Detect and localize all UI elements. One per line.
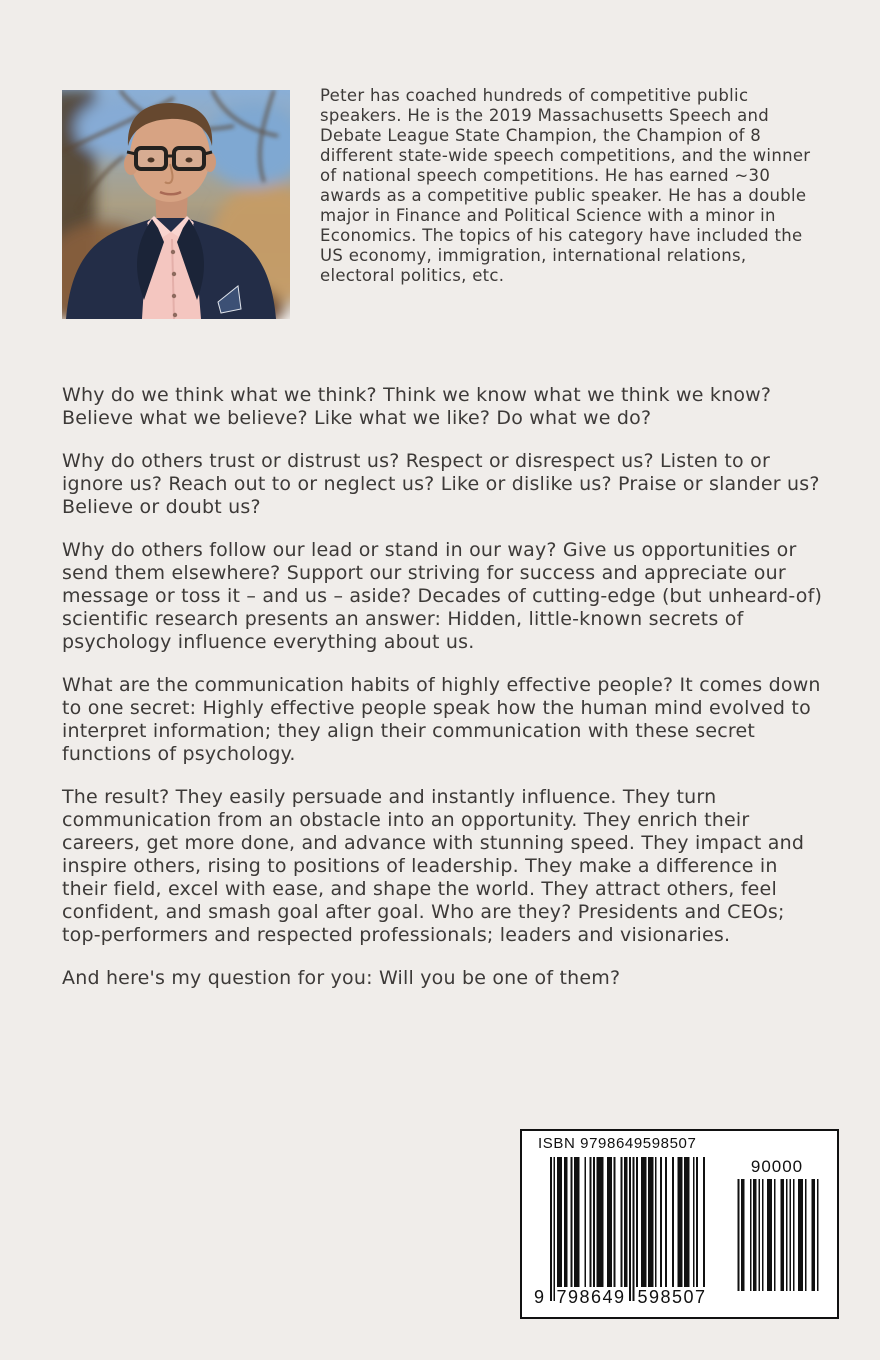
isbn-barcode-box — [520, 1129, 839, 1319]
paragraph-closing-question: And here's my question for you: Will you be one of them? — [62, 967, 621, 989]
author-portrait-illustration — [62, 90, 290, 319]
ean13-left-digits: 798649 — [556, 1287, 626, 1307]
isbn-label: ISBN 9798649598507 — [538, 1135, 697, 1152]
paragraph-communication-habits: What are the communication habits of highly effective people? It comes down to one secret: Highly effective people speak how the human mind evolved to interpret information; they align their communication with these secret functions of psychology. — [62, 674, 821, 765]
paragraph-questions-self: Why do we think what we think? Think we know what we think we know? Believe what we believe? Like what we like? Do what we do? — [62, 384, 772, 429]
paragraph-hidden-secrets: Why do others follow our lead or stand in our way? Give us opportunities or send them elsewhere? Support our striving for success and appreciate our message or toss it – and us – aside? Decades of cutting-edge (but unheard-of) scientific research presents an answer: Hidden, little-known secrets of psychology influence everything about us. — [62, 539, 823, 653]
ean5-supplement — [734, 1157, 820, 1291]
author-bio: Peter has coached hundreds of competitive public speakers. He is the 2019 Massachusetts Speech and Debate League State Champion, the Champion of 8 different state-wide speech competitions, and the winner of national speech competitions. He has earned ~30 awards as a competitive public speaker. He has a double major in Finance and Political Science with a minor in Economics. The topics of his category have included the US economy, immigration, international relations, electoral politics, etc. — [320, 86, 811, 285]
ean5-bars — [734, 1179, 820, 1291]
paragraph-the-result: The result? They easily persuade and instantly influence. They turn communication from an obstacle into an opportunity. They enrich their careers, get more done, and advance with stunning speed. They impact and inspire others, rising to positions of leadership. They make a difference in their field, excel with ease, and shape the world. They attract others, feel confident, and smash goal after goal. Who are they? Presidents and CEOs; top-performers and respected professionals; leaders and visionaries. — [62, 786, 805, 946]
author-photo — [62, 90, 290, 319]
back-cover-text — [62, 384, 827, 1010]
ean13-barcode — [530, 1157, 716, 1309]
ean13-prefix-digit: 9 — [533, 1287, 544, 1307]
supplement-price-code: 90000 — [750, 1157, 804, 1176]
ean13-bars — [530, 1157, 716, 1303]
paragraph-questions-others: Why do others trust or distrust us? Respect or disrespect us? Listen to or ignore us? Reach out to or neglect us? Like or dislike us? Praise or slander us? Believe or doubt us? — [62, 450, 820, 518]
ean13-right-digits: 598507 — [637, 1287, 707, 1307]
